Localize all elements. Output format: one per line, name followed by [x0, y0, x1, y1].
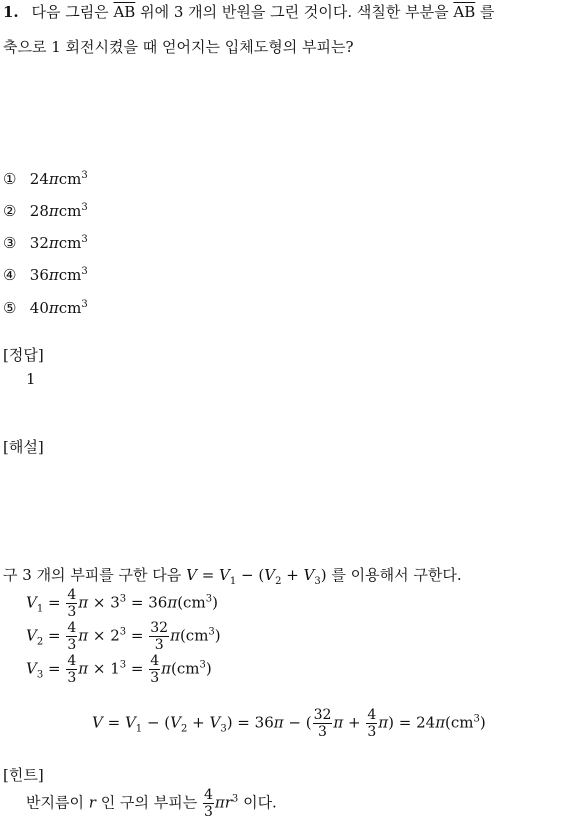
- choice-marker: ②: [3, 202, 17, 220]
- solution-intro-post: 를 이용해서 구한다.: [331, 566, 462, 584]
- hint-text: 반지름이 r 인 구의 부피는 $\frac{4}{3}$ $\pi r^3$ 이다.: [26, 787, 277, 820]
- answer-label: [정답]: [3, 346, 44, 364]
- choice-unit: cm: [58, 202, 82, 220]
- choice-value: 32: [29, 234, 49, 252]
- equation-v3: $V_3$ = $\frac{4}{3}$ $\pi \times 1^3$ = $\frac{4}{3}$ $\pi(cm^3)$: [26, 653, 212, 686]
- equation-v1: $V_1$ = $\frac{4}{3}$ $\pi \times 3^3 = 36\pi(cm^3)$: [26, 587, 218, 620]
- equation-v2: $V_2$ = $\frac{4}{3}$ $\pi \times 2^3$ = $\frac{32}{3}$ $\pi(cm^3)$: [26, 620, 221, 653]
- equation-final: $V = V_1 - (V_2 + V_3) = 36\pi$ − ( $\frac{32}{3}$ π + $\frac{4}{3}$ $\pi) = 24\pi(cm^3)$: [92, 707, 486, 740]
- solution-label: [해설]: [3, 438, 44, 456]
- choice-marker: ③: [3, 234, 17, 252]
- choice-unit: cm: [58, 266, 82, 284]
- choice-marker: ⑤: [3, 299, 17, 317]
- choice-1[interactable]: ① 24πcm$^3$: [3, 170, 88, 188]
- choice-2[interactable]: ② 28πcm$^3$: [3, 202, 88, 220]
- hint-label: [힌트]: [3, 766, 44, 784]
- choice-3[interactable]: ③ 32πcm$^3$: [3, 234, 88, 252]
- answer-value: 1: [26, 370, 36, 388]
- choice-value: 28: [29, 202, 49, 220]
- question-text-a: 다음 그림은: [31, 3, 109, 21]
- solution-intro: [3, 564, 462, 587]
- choice-value: 24: [29, 170, 49, 188]
- choice-5[interactable]: ⑤ 40πcm$^3$: [3, 299, 88, 317]
- question-number: 1.: [3, 3, 19, 21]
- choice-unit: cm: [58, 234, 82, 252]
- choice-unit: cm: [58, 299, 82, 317]
- question-line-1: [3, 2, 495, 22]
- formula-total-volume: $V = V_1 - (V_2 + V_3)$: [186, 566, 327, 587]
- choice-unit: cm: [58, 170, 82, 188]
- question-text-c: 를: [480, 3, 495, 21]
- hint-text-pre: 반지름이: [26, 793, 84, 812]
- question-text-b: 위에 3 개의 반원을 그린 것이다. 색칠한 부분을: [140, 3, 449, 21]
- solution-intro-text: 구 3 개의 부피를 구한 다음: [3, 566, 182, 584]
- hint-text-post: 이다.: [243, 793, 277, 812]
- choice-4[interactable]: ④ 36πcm$^3$: [3, 266, 88, 284]
- segment-ab: $\overline{AB}$: [113, 3, 136, 21]
- segment-ab-2: $\overline{AB}$: [453, 3, 476, 21]
- question-line-2: 축으로 1 회전시켰을 때 얻어지는 입체도형의 부피는?: [3, 38, 354, 56]
- choice-marker: ④: [3, 266, 17, 284]
- hint-text-mid: 인 구의 부피는: [100, 793, 198, 812]
- choice-marker: ①: [3, 170, 17, 188]
- choice-value: 40: [29, 299, 49, 317]
- choice-value: 36: [29, 266, 49, 284]
